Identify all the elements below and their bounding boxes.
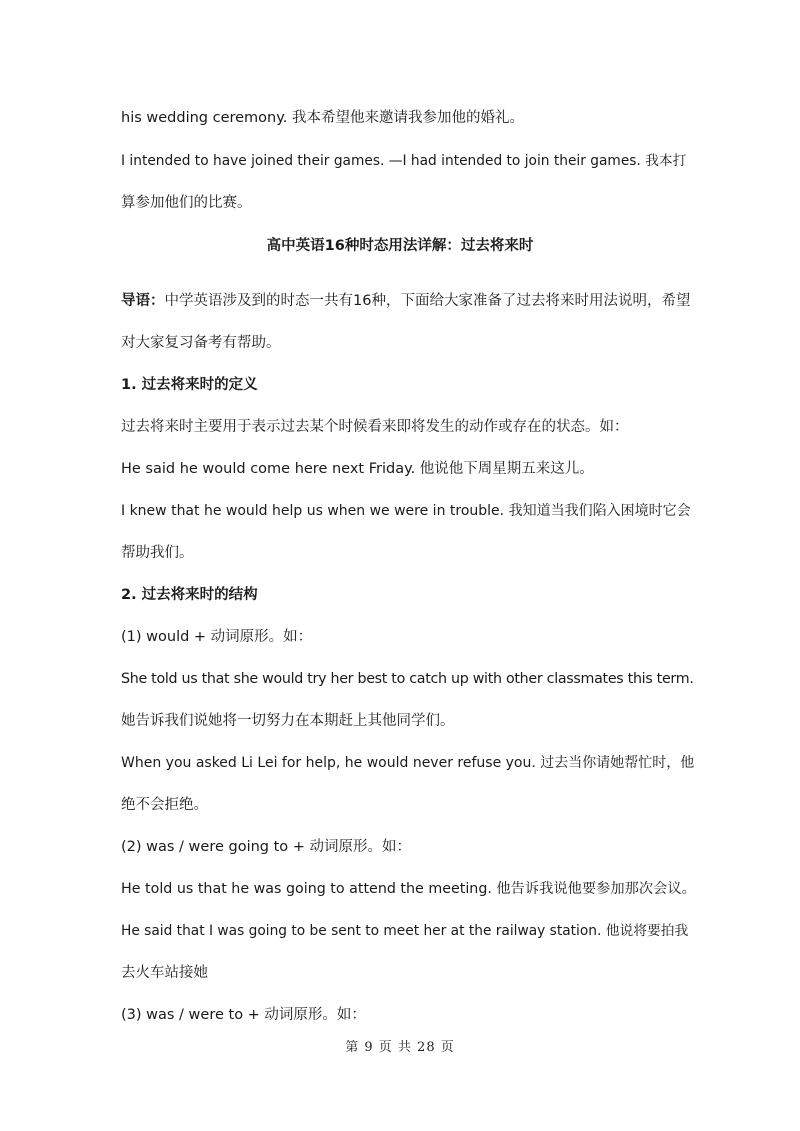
- section-title: 高中英语16种时态用法详解：过去将来时: [266, 238, 534, 254]
- paragraph-line: 她告诉我们说她将一切努力在本期赶上其他同学们。: [121, 713, 455, 729]
- paragraph-line: 绝不会拒绝。: [121, 797, 208, 813]
- page-footer: 第 9 页 共 28 页: [345, 1040, 455, 1055]
- example-line: I knew that he would help us when we were in trouble. 我知道当我们陷入困境时它会: [121, 503, 691, 519]
- paragraph-line: 帮助我们。: [121, 545, 194, 561]
- structure-item: (2) was / were going to + 动词原形。如：: [121, 839, 412, 855]
- paragraph-line: his wedding ceremony. 我本希望他来邀请我参加他的婚礼。: [121, 110, 524, 126]
- intro-label: 导语：: [121, 293, 165, 309]
- example-line: She told us that she would try her best to catch up with other classmates this term.: [121, 671, 694, 687]
- structure-item: (1) would + 动词原形。如：: [121, 629, 313, 645]
- paragraph-line: 去火车站接她: [121, 965, 208, 981]
- example-line: He told us that he was going to attend the meeting. 他告诉我说他要参加那次会议。: [121, 881, 696, 897]
- paragraph-line: I intended to have joined their games. —I had intended to join their games. 我本打: [121, 153, 687, 169]
- example-line: When you asked Li Lei for help, he would never refuse you. 过去当你请她帮忙时，他: [121, 755, 695, 771]
- structure-item: (3) was / were to + 动词原形。如：: [121, 1007, 366, 1023]
- intro-text: 中学英语涉及到的时态一共有16种，下面给大家准备了过去将来时用法说明，希望: [164, 293, 691, 309]
- example-line: He said that I was going to be sent to meet her at the railway station. 他说将要拍我: [121, 923, 689, 939]
- example-line: He said he would come here next Friday. 他说他下周星期五来这儿。: [121, 461, 594, 477]
- intro-paragraph: [121, 291, 691, 311]
- paragraph-line: 过去将来时主要用于表示过去某个时候看来即将发生的动作或存在的状态。如：: [121, 419, 629, 435]
- subheading: 1. 过去将来时的定义: [121, 377, 258, 393]
- subheading: 2. 过去将来时的结构: [121, 587, 258, 603]
- paragraph-line: 对大家复习备考有帮助。: [121, 335, 281, 351]
- paragraph-line: 算参加他们的比赛。: [121, 195, 252, 211]
